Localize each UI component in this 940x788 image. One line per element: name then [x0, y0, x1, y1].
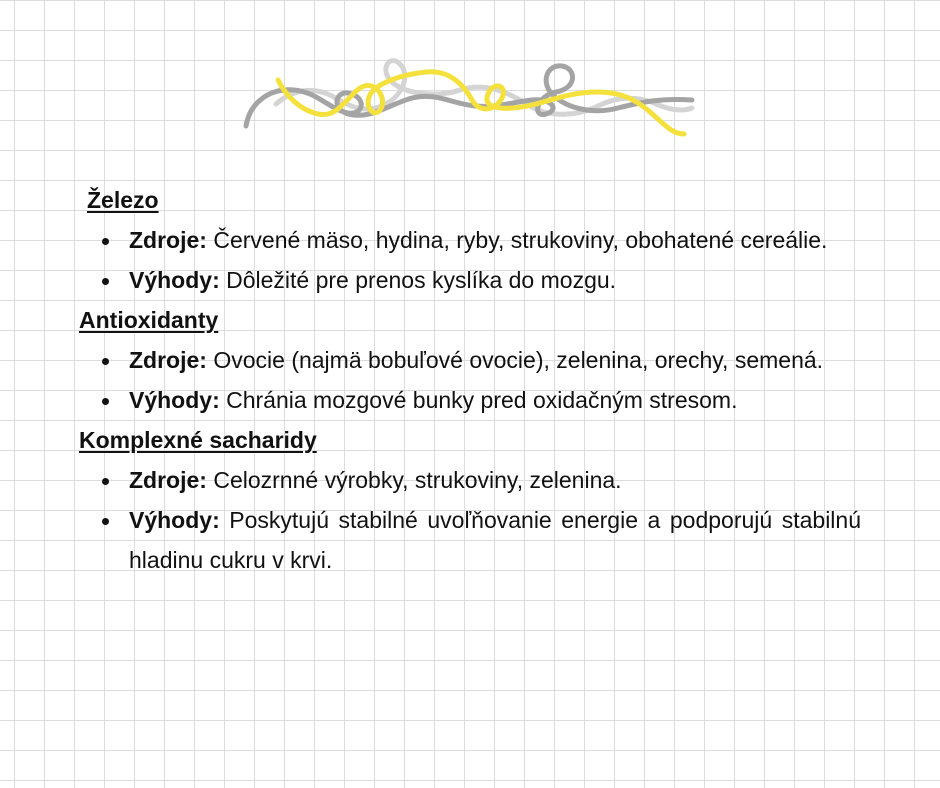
item-label: Výhody: — [129, 507, 220, 533]
section-antioxidanty — [79, 300, 861, 420]
list-item — [129, 500, 861, 580]
item-label: Zdroje: — [129, 467, 207, 493]
item-text: Chránia mozgové bunky pred oxidačným stresom. — [226, 387, 738, 413]
nutrient-list — [79, 180, 861, 580]
list-item — [129, 340, 861, 380]
list-item — [129, 220, 861, 260]
item-label: Zdroje: — [129, 227, 207, 253]
list-item — [129, 380, 861, 420]
item-label: Výhody: — [129, 387, 220, 413]
list-item — [129, 460, 861, 500]
section-title: Antioxidanty — [79, 307, 219, 333]
bullet-list — [79, 220, 861, 300]
bullet-icon — [102, 278, 109, 285]
item-text: Ovocie (najmä bobuľové ovocie), zelenina, orechy, semená. — [213, 347, 824, 373]
bullet-icon — [102, 358, 109, 365]
bullet-icon — [102, 398, 109, 405]
list-item — [129, 260, 861, 300]
item-label: Výhody: — [129, 267, 220, 293]
item-label: Zdroje: — [129, 347, 207, 373]
section-komplexne-sacharidy — [79, 420, 861, 580]
item-text: Celozrnné výrobky, strukoviny, zelenina. — [213, 467, 622, 493]
item-text: Červené mäso, hydina, ryby, strukoviny, obohatené cereálie. — [213, 227, 828, 253]
bullet-list — [79, 460, 861, 580]
section-title: Železo — [87, 187, 159, 213]
item-text: Poskytujú stabilné uvoľňovanie energie a podporujú stabilnú hladinu cukru v krvi. — [129, 507, 861, 573]
section-title: Komplexné sacharidy — [79, 427, 317, 453]
tangled-strings-icon — [240, 52, 700, 144]
item-text: Dôležité pre prenos kyslíka do mozgu. — [226, 267, 617, 293]
section-zelezo — [79, 180, 861, 300]
bullet-icon — [102, 518, 109, 525]
bullet-icon — [102, 238, 109, 245]
bullet-list — [79, 340, 861, 420]
bullet-icon — [102, 478, 109, 485]
